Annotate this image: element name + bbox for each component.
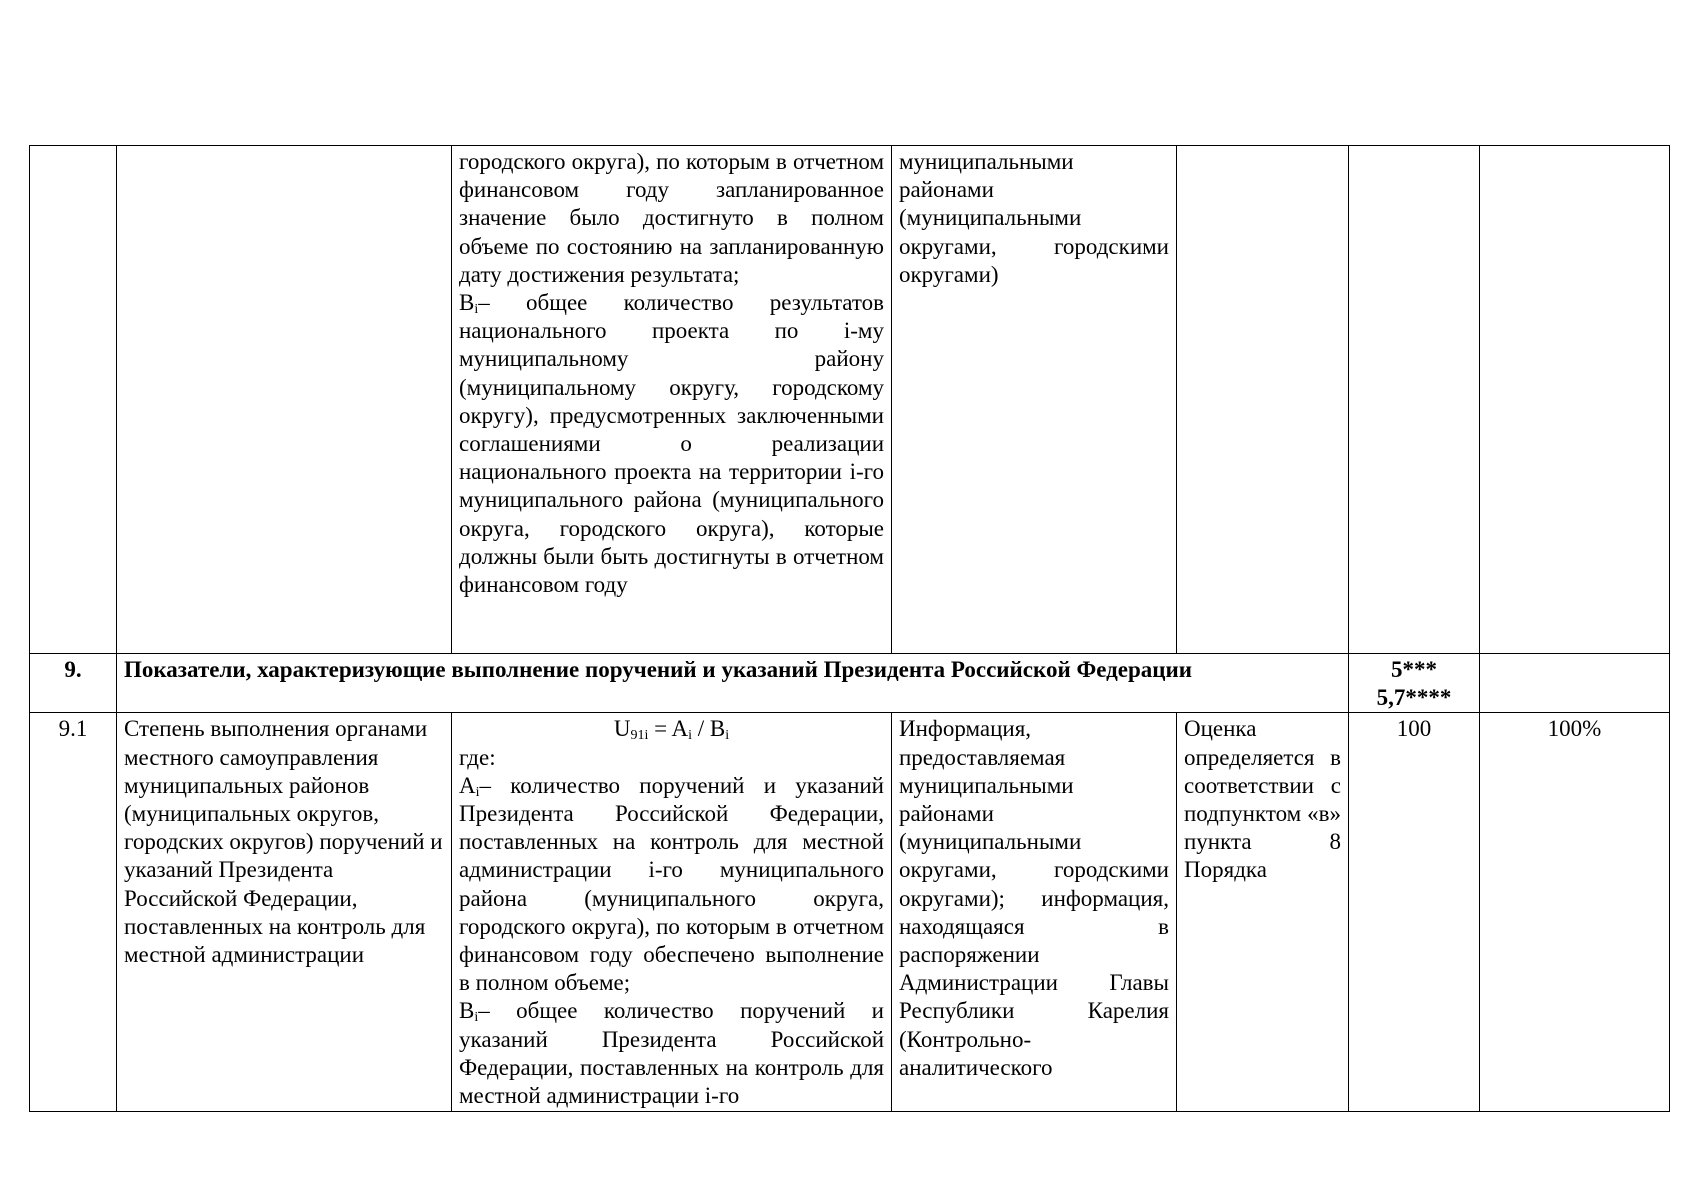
formula-a-description: $A_i-$ количество поручений и указаний Президента Российской Федерации, поставленных на контроль для местной администрации i-го муниципального района (муниципального округа, городского округа), по которым в отчетном финансовом году обеспечено выполнение в полном объеме; <box>459 772 884 996</box>
cell-number-empty <box>30 146 117 654</box>
indicator-assessment-cell <box>1177 713 1349 1112</box>
indicator-source-cell <box>892 713 1177 1112</box>
section-weight-line1: 5*** <box>1391 657 1437 682</box>
section-empty-cell <box>1480 654 1670 713</box>
b-description: – общее количество результатов национального проекта по i-му муниципальному району (муниципальному округу, городскому округу), предусмотренных заключенными соглашениями о реализации национального проекта на территории i-го муниципального района (муниципального округа, городского округа), которые должны были быть достигнуты в отчетном финансовом году <box>459 290 884 598</box>
indicator-name-cell <box>117 713 452 1112</box>
section-weight-line2: 5,7**** <box>1376 685 1452 711</box>
indicator-max-value: 100 <box>1349 713 1480 1112</box>
b-symbol: B <box>459 290 475 316</box>
indicator-formula-cell <box>452 713 892 1112</box>
indicator-assessment: Оценка определяется в соответствии с подпунктом «в» пункта 8 Порядка <box>1184 716 1341 883</box>
indicator-name: Степень выполнения органами местного самоуправления муниципальных районов (муниципальных округов, городских округов) поручений и указаний Президента Российской Федерации, поставленных на контроль для местной администрации <box>124 716 443 968</box>
section-number: 9. <box>30 654 117 713</box>
cell-max-empty <box>1349 146 1480 654</box>
table-row-section <box>30 654 1670 713</box>
formula-description-b <box>459 289 884 599</box>
formula-description-a-continuation: городского округа), по которым в отчетном финансовом году запланированное значение было достигнуто в полном объеме по состоянию на запланированную дату достижения результата; <box>459 149 884 287</box>
b-subscript: i <box>474 302 479 318</box>
formula-b-description: $B_i-$ общее количество поручений и указаний Президента Российской Федерации, поставленных на контроль для местной администрации i-го <box>459 998 884 1109</box>
section-weight <box>1349 654 1480 713</box>
formula-where: где: <box>459 744 496 770</box>
indicator-number: 9.1 <box>30 713 117 1112</box>
table-row-indicator <box>30 713 1670 1112</box>
indicator-source: Информация, предоставляемая муниципальными районами (муниципальными округами, городскими округами); информация, находящаяся в распоряжении Администрации Главы Республики Карелия (Контрольно-аналитического <box>899 716 1169 1080</box>
cell-name-empty <box>117 146 452 654</box>
cell-formula-description <box>452 146 892 654</box>
cell-assessment-empty <box>1177 146 1349 654</box>
source-text: муниципальными районами (муниципальными округами, городскими округами) <box>899 149 1169 287</box>
section-title: Показатели, характеризующие выполнение поручений и указаний Президента Российской Федерации <box>117 654 1349 713</box>
table-row-continuation <box>30 146 1670 654</box>
indicators-table <box>29 145 1670 1112</box>
formula: $U_{91i} = A_i / B_i$ <box>613 716 730 744</box>
cell-weight-empty <box>1480 146 1670 654</box>
cell-source <box>892 146 1177 654</box>
indicator-weight: 100% <box>1480 713 1670 1112</box>
